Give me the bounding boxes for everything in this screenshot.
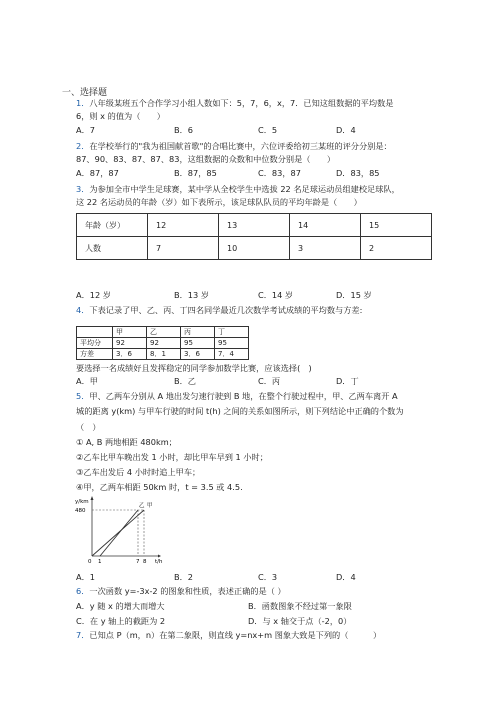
option-a[interactable]: A．87，87: [76, 168, 119, 178]
option-b[interactable]: B．函数图象不经过第一象限: [248, 601, 352, 611]
option-d[interactable]: D．丁: [336, 376, 359, 386]
line-jia: [92, 510, 144, 556]
option-a[interactable]: A．y 随 x 的增大而增大: [76, 601, 165, 611]
table-cell: 方差: [77, 349, 113, 360]
option-c[interactable]: C．5: [258, 125, 278, 135]
y-axis-label: y/km: [75, 499, 89, 505]
table-cell: 95: [215, 338, 249, 349]
question-text: 一次函数 y=-3x-2 的图象和性质，表述正确的是（ ）: [89, 586, 286, 596]
question-number: 6．: [76, 586, 90, 596]
x-tick-1: 1: [98, 559, 102, 564]
question-text-cont: 这 22 名运动员的年龄（岁）如下表所示，该足球队队员的平均年龄是（ ）: [76, 197, 362, 207]
table-cell: 10: [219, 237, 290, 260]
table-cell: 人数: [77, 237, 148, 260]
question-number: 1．: [76, 98, 90, 108]
question-text: 已知点 P（m，n）在第二象限，则直线 y=nx+m 图象大致是下列的（ ）: [89, 630, 382, 640]
table-cell: 3: [290, 237, 361, 260]
option-d[interactable]: D．4: [336, 125, 356, 135]
table-cell: 丁: [215, 327, 249, 338]
label-jia: 甲: [147, 503, 153, 509]
table-cell: 3．6: [181, 349, 215, 360]
option-c[interactable]: C．丙: [258, 376, 281, 386]
question-number: 2．: [76, 141, 90, 151]
x-tick-7: 7: [136, 559, 140, 564]
table-cell: 丙: [181, 327, 215, 338]
question-number: 7．: [76, 630, 90, 640]
option-b[interactable]: B．13 岁: [174, 290, 210, 300]
option-d[interactable]: D．83，85: [336, 168, 380, 178]
age-table: [76, 213, 432, 260]
table-cell: 95: [181, 338, 215, 349]
table-row: [77, 214, 432, 237]
option-c[interactable]: C．在 y 轴上的截距为 2: [76, 616, 166, 626]
option-c[interactable]: C．83，87: [258, 168, 301, 178]
x-axis-label: t/h: [155, 559, 163, 564]
option-d[interactable]: D．4: [336, 572, 356, 582]
table-row: [77, 338, 249, 349]
table-cell: 7．4: [215, 349, 249, 360]
option-a[interactable]: A．甲: [76, 376, 98, 386]
table-cell: 15: [361, 214, 432, 237]
table-cell: 3．6: [113, 349, 147, 360]
table-cell: 乙: [147, 327, 181, 338]
question-number: 4．: [76, 305, 90, 315]
table-cell: 14: [290, 214, 361, 237]
question-text: 八年级某班五个合作学习小组人数如下：5，7，6，x，7．已知这组数据的平均数是: [89, 98, 394, 108]
table-cell: 年龄（岁）: [77, 214, 148, 237]
option-d[interactable]: D．与 x 轴交于点（-2，0）: [248, 616, 352, 626]
option-c[interactable]: C．14 岁: [258, 290, 294, 300]
option-a[interactable]: A．12 岁: [76, 290, 111, 300]
table-cell: 2: [361, 237, 432, 260]
table-cell: 13: [219, 214, 290, 237]
table-cell: 12: [148, 214, 219, 237]
question-text-cont: 6，则 x 的值为（ ）: [76, 111, 165, 121]
option-b[interactable]: B．87，85: [174, 168, 217, 178]
x-axis-arrow: [158, 555, 161, 558]
table-cell: [77, 327, 113, 338]
statement-4: ④甲，乙两车相距 50km 时，t = 3.5 或 4.5.: [76, 482, 243, 492]
question-text: 在学校举行的"我为祖国献首歌"的合唱比赛中，六位评委给初三某班的评分分别是：: [89, 141, 392, 151]
table-cell: 92: [113, 338, 147, 349]
option-b[interactable]: B．6: [174, 125, 194, 135]
question-text-cont: 要选择一名成绩好且发挥稳定的同学参加数学比赛，应该选择( ): [76, 363, 312, 373]
table-cell: 7: [148, 237, 219, 260]
statement-3: ③乙车出发后 4 小时时追上甲车；: [76, 467, 201, 477]
label-yi: 乙: [139, 503, 145, 509]
question-number: 3．: [76, 184, 90, 194]
option-b[interactable]: B．2: [174, 572, 194, 582]
question-text: 为参加全市中学生足球赛，某中学从全校学生中选拔 22 名足球运动员组建校足球队，: [89, 184, 400, 194]
x-tick-8: 8: [143, 559, 147, 564]
table-cell: 甲: [113, 327, 147, 338]
question-text: 甲、乙两车分别从 A 地出发匀速行驶到 B 地，在整个行驶过程中，甲、乙两车离开 A: [89, 391, 398, 401]
x-tick-0: 0: [88, 559, 92, 564]
option-a[interactable]: A．7: [76, 125, 95, 135]
table-row: [77, 349, 249, 360]
y-axis-arrow: [91, 496, 94, 500]
statement-1: ① A, B 两地相距 480km；: [76, 437, 177, 447]
statement-2: ②乙车比甲车晚出发 1 小时，却比甲车早到 1 小时；: [76, 452, 268, 462]
table-row: [77, 237, 432, 260]
question-text-cont: 87、90、83、87、87、83，这组数据的众数和中位数分别是（ ）: [76, 154, 336, 164]
section-title: 一、选择题: [62, 88, 108, 98]
table-cell: 8．1: [147, 349, 181, 360]
option-a[interactable]: A．1: [76, 572, 95, 582]
question-number: 5．: [76, 391, 90, 401]
question-text: 下表记录了甲、乙、丙、丁四名同学最近几次数学考试成绩的平均数与方差:: [89, 305, 363, 315]
question-text-cont: （ ）: [76, 422, 101, 432]
option-b[interactable]: B．乙: [174, 376, 196, 386]
score-table: [76, 326, 249, 360]
y-tick-480: 480: [75, 508, 86, 514]
table-cell: 平均分: [77, 338, 113, 349]
distance-time-graph: [74, 494, 164, 564]
table-row: [77, 327, 249, 338]
table-cell: 92: [147, 338, 181, 349]
line-yi: [100, 510, 138, 556]
option-d[interactable]: D．15 岁: [336, 290, 372, 300]
question-text-cont: 城的距离 y(km) 与甲车行驶的时间 t(h) 之间的关系如图所示，则下列结论中正确的个数为: [76, 406, 404, 416]
option-c[interactable]: C．3: [258, 572, 278, 582]
